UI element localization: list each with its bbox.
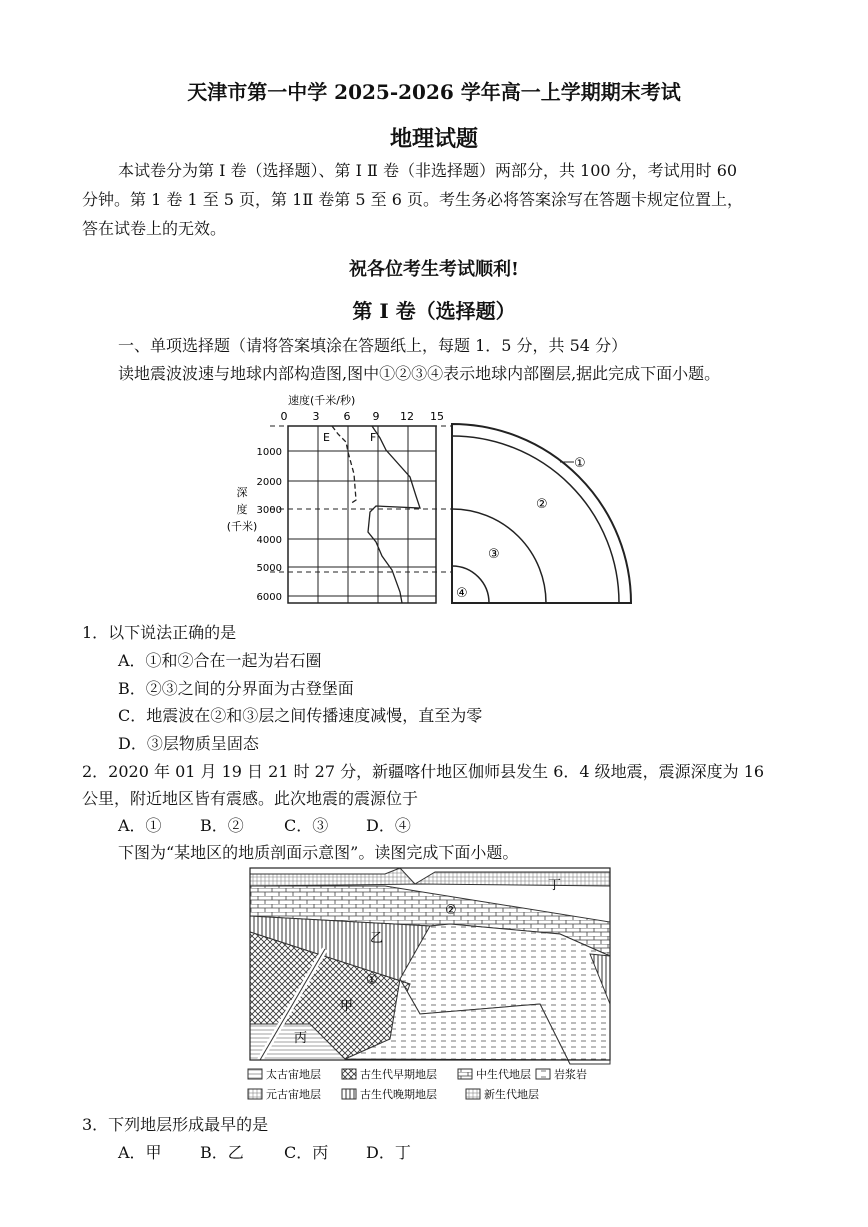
svg-text:15: 15 bbox=[430, 410, 444, 423]
svg-text:乙: 乙 bbox=[370, 931, 384, 946]
intro-line-3: 答在试卷上的无效。 bbox=[82, 219, 227, 238]
q1-stem: 1．以下说法正确的是 bbox=[82, 623, 237, 642]
subject-title: 地理试题 bbox=[389, 126, 478, 152]
figure2-lead: 下图为“某地区的地质剖面示意图”。读图完成下面小题。 bbox=[118, 843, 519, 862]
svg-text:丙: 丙 bbox=[294, 1031, 308, 1046]
svg-text:①: ① bbox=[574, 456, 586, 471]
geologic-section-figure bbox=[240, 864, 620, 1110]
q2-stem-line-1: 2．2020 年 01 月 19 日 21 时 27 分，新疆喀什地区伽师县发生 6．4 级地震，震源深度为 16 bbox=[82, 762, 765, 781]
q1-option-a: A．①和②合在一起为岩石圈 bbox=[118, 651, 322, 670]
grid-lines bbox=[288, 426, 436, 603]
q2-option-b: B．② bbox=[200, 816, 244, 835]
svg-text:5000: 5000 bbox=[256, 563, 282, 574]
q3-stem: 3．下列地层形成最早的是 bbox=[82, 1115, 269, 1134]
svg-text:元古宙地层: 元古宙地层 bbox=[266, 1088, 321, 1101]
q1-option-b: B．②③之间的分界面为古登堡面 bbox=[118, 679, 354, 698]
svg-text:中生代地层: 中生代地层 bbox=[476, 1068, 531, 1081]
y-ticks bbox=[257, 447, 282, 603]
q3-option-b: B．乙 bbox=[200, 1143, 244, 1162]
svg-text:4000: 4000 bbox=[256, 535, 282, 546]
exam-title: 天津市第一中学 2025-2026 学年高一上学期期末考试 bbox=[187, 80, 681, 104]
svg-text:2000: 2000 bbox=[256, 477, 282, 488]
svg-text:(千米): (千米) bbox=[226, 520, 258, 533]
svg-text:①: ① bbox=[366, 973, 378, 988]
svg-text:深: 深 bbox=[236, 486, 248, 499]
e-wave-label: E bbox=[323, 431, 330, 444]
svg-text:古生代晚期地层: 古生代晚期地层 bbox=[360, 1088, 437, 1101]
svg-text:6000: 6000 bbox=[256, 592, 282, 603]
svg-text:3000: 3000 bbox=[256, 505, 282, 516]
svg-text:6: 6 bbox=[343, 410, 351, 423]
svg-text:④: ④ bbox=[456, 586, 468, 601]
boundary-lines bbox=[270, 426, 452, 572]
seismic-wave-figure bbox=[210, 392, 650, 607]
svg-text:太古宙地层: 太古宙地层 bbox=[266, 1068, 321, 1081]
intro-line-1: 本试卷分为第 I 卷（选择题）、第 I Ⅱ 卷（非选择题）两部分，共 100 分，考试用时 60 bbox=[118, 161, 738, 180]
q2-option-a: A．① bbox=[118, 816, 162, 835]
layer-labels bbox=[456, 456, 586, 601]
q2-stem-line-2: 公里，附近地区皆有震感。此次地震的震源位于 bbox=[82, 789, 419, 808]
q1-option-d: D．③层物质呈固态 bbox=[118, 734, 259, 753]
q2-option-c: C．③ bbox=[284, 816, 329, 835]
q3-option-d: D．丁 bbox=[366, 1143, 411, 1162]
svg-text:新生代地层: 新生代地层 bbox=[484, 1088, 539, 1101]
svg-text:3: 3 bbox=[312, 410, 320, 423]
svg-text:古生代早期地层: 古生代早期地层 bbox=[360, 1068, 437, 1081]
section-instruction: 一、单项选择题（请将答案填涂在答题纸上，每题 1．5 分，共 54 分） bbox=[118, 336, 628, 355]
chart-frame bbox=[288, 426, 436, 603]
q3-option-c: C．丙 bbox=[284, 1143, 329, 1162]
y-axis-label bbox=[227, 486, 258, 533]
q3-option-a: A．甲 bbox=[118, 1143, 162, 1162]
intro-line-2: 分钟。第 1 卷 1 至 5 页，第 1Ⅱ 卷第 5 至 6 页。考生务必将答案涂写在答题卡规定位置上， bbox=[82, 190, 743, 209]
svg-text:丁: 丁 bbox=[548, 878, 562, 893]
svg-text:9: 9 bbox=[372, 410, 380, 423]
axis-title: 速度(千米/秒) bbox=[288, 394, 356, 407]
f-wave-curve bbox=[368, 426, 420, 603]
q1-option-c: C．地震波在②和③层之间传播速度减慢，直至为零 bbox=[118, 706, 483, 725]
svg-text:②: ② bbox=[536, 497, 548, 512]
svg-text:12: 12 bbox=[400, 410, 414, 423]
legend bbox=[248, 1067, 587, 1101]
svg-text:岩浆岩: 岩浆岩 bbox=[554, 1068, 587, 1081]
earth-layers bbox=[452, 424, 631, 603]
x-ticks bbox=[281, 410, 445, 423]
wish-text: 祝各位考生考试顺利! bbox=[349, 259, 519, 280]
svg-text:③: ③ bbox=[488, 547, 500, 562]
svg-text:②: ② bbox=[445, 903, 457, 918]
svg-text:1000: 1000 bbox=[256, 447, 282, 458]
figure1-lead: 读地震波波速与地球内部构造图,图中①②③④表示地球内部圈层,据此完成下面小题。 bbox=[118, 364, 721, 383]
e-wave-curve bbox=[332, 426, 356, 504]
svg-text:甲: 甲 bbox=[340, 999, 354, 1014]
q2-option-d: D．④ bbox=[366, 816, 411, 835]
f-wave-label: F bbox=[370, 431, 377, 444]
svg-text:度: 度 bbox=[236, 503, 248, 516]
section-title: 第 I 卷（选择题） bbox=[352, 299, 516, 323]
svg-text:0: 0 bbox=[280, 410, 288, 423]
